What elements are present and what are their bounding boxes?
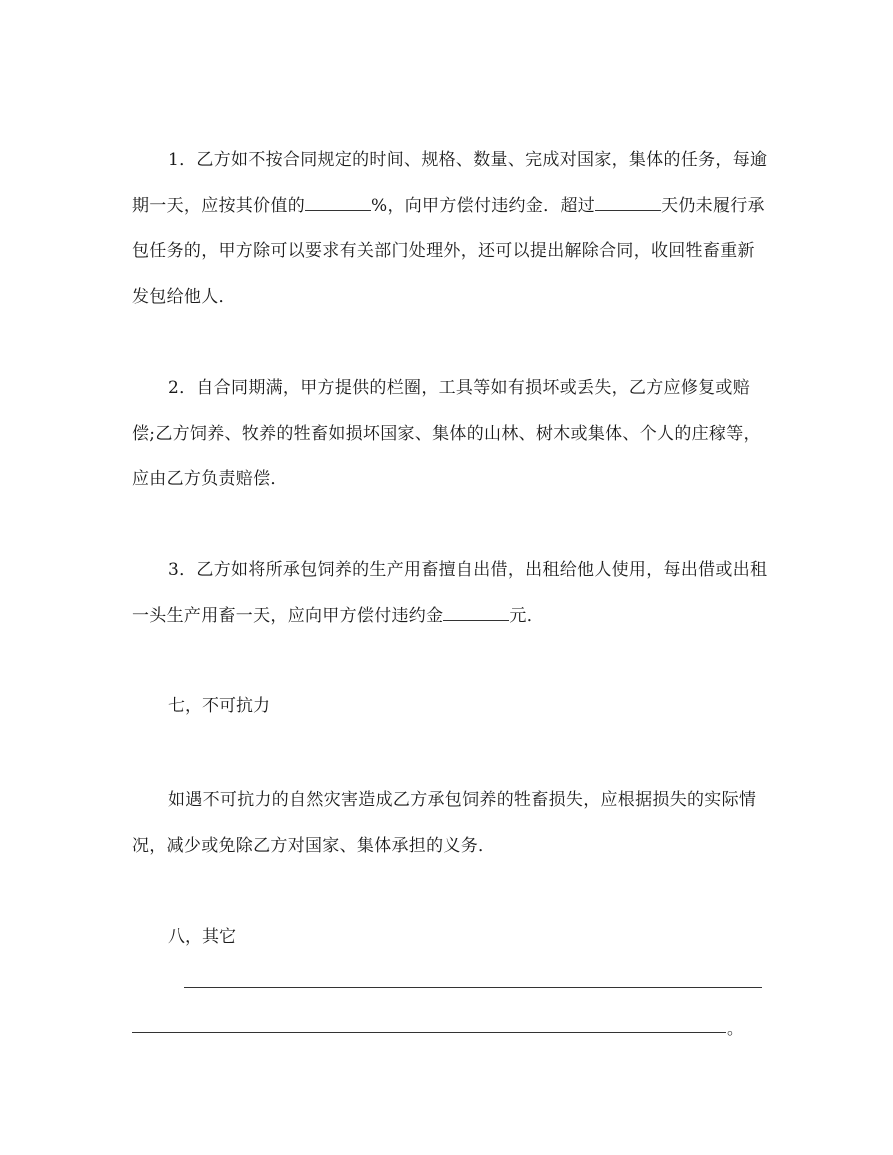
section-8-title: 八，其它 <box>168 927 236 947</box>
clause-3-text-b: 元． <box>509 605 545 626</box>
section-7-text: 如遇不可抗力的自然灾害造成乙方承包饲养的牲畜损失，应根据损失的实际情况，减少或免除乙方对国家、集体承担的义务． <box>132 790 757 856</box>
penalty-amount-blank <box>443 606 509 621</box>
clause-3-text-a: 乙方如将所承包饲养的生产用畜擅自出借，出租给他人使用，每出借或出租一头生产用畜一天，应向甲方偿付违约金 <box>132 560 768 626</box>
clause-1 <box>132 138 772 320</box>
clause-2-text: 自合同期满，甲方提供的栏圈，工具等如有损坏或丢失，乙方应修复或赔偿;乙方饲养、牧养的牲畜如损坏国家、集体的山林、树木或集体、个人的庄稼等，应由乙方负责赔偿． <box>132 378 761 489</box>
clause-1-text-c: 天仍未履行承包任务的，甲方除可以要求有关部门处理外，还可以提出解除合同，收回牲畜重新发包给他人． <box>132 195 765 307</box>
days-blank <box>595 196 661 211</box>
clause-1-text-a: 乙方如不按合同规定的时间、规格、数量、完成对国家，集体的任务，每逾期一天，应按其价值的 <box>132 150 768 216</box>
fill-line-2 <box>132 1032 726 1033</box>
clause-1-number: 1． <box>168 150 197 170</box>
fill-line-1 <box>184 987 762 988</box>
clause-2-number: 2． <box>168 378 197 398</box>
clause-3-number: 3． <box>168 560 197 580</box>
clause-3 <box>132 548 772 639</box>
percent-blank <box>305 196 371 211</box>
end-period: 。 <box>727 1019 744 1038</box>
clause-1-text-b: %，向甲方偿付违约金．超过 <box>371 195 596 216</box>
section-7-body <box>132 778 772 869</box>
section-7-title: 七，不可抗力 <box>168 696 270 716</box>
clause-2 <box>132 366 772 503</box>
